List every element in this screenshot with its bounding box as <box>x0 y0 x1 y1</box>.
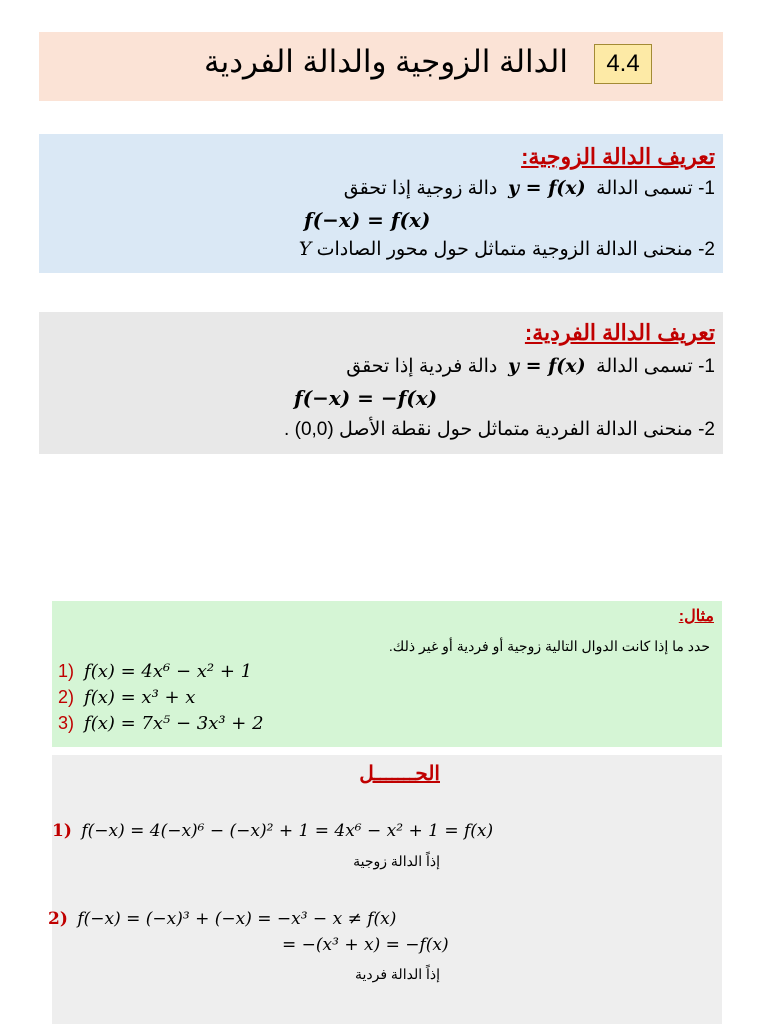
even-line2-text: 2- منحنى الدالة الزوجية متماثل حول محور الصادات <box>316 239 715 260</box>
example-item-expression: f(x) = 4x⁶ − x² + 1 <box>84 661 253 682</box>
even-line1-suffix: دالة زوجية إذا تحقق <box>343 178 498 199</box>
odd-line1-suffix: دالة فردية إذا تحقق <box>346 356 498 377</box>
page-title: الدالة الزوجية والدالة الفردية <box>204 44 568 79</box>
odd-line1-formula: y = f(x) <box>507 355 586 377</box>
solution-step-equation: f(−x) = 4(−x)⁶ − (−x)² + 1 = 4x⁶ − x² + 1 = f(x) <box>81 821 494 841</box>
solution-step-equation: f(−x) = (−x)³ + (−x) = −x³ − x ≠ f(x) <box>77 909 397 929</box>
example-item <box>58 687 195 708</box>
example-item-number: 3) <box>58 713 75 733</box>
even-line1-formula: y = f(x) <box>507 177 586 199</box>
odd-definition-panel <box>39 312 723 454</box>
example-item <box>58 661 252 682</box>
solution-step-2-conclusion: إذاً الدالة فردية <box>354 966 440 982</box>
even-line2-axis: Y <box>298 238 312 260</box>
example-item-expression: f(x) = x³ + x <box>84 687 196 708</box>
odd-heading: تعريف الدالة الفردية: <box>524 320 715 345</box>
solution-step-2 <box>48 909 396 929</box>
even-line1-prefix: 1- تسمى الدالة <box>596 178 715 199</box>
even-definition-panel <box>39 134 723 273</box>
section-number: 4.4 <box>594 44 652 84</box>
example-heading: مثال: <box>678 608 714 625</box>
odd-line1-prefix: 1- تسمى الدالة <box>596 356 715 377</box>
odd-condition: f(−x) = −f(x) <box>294 386 438 410</box>
solution-step-number: 2) <box>48 909 68 929</box>
solution-heading: الحـــــــل <box>359 763 440 785</box>
example-item-number: 1) <box>58 661 75 681</box>
odd-line2: 2- منحنى الدالة الفردية متماثل حول نقطة الأصل (0,0) . <box>284 419 715 440</box>
example-item-expression: f(x) = 7x⁵ − 3x³ + 2 <box>84 713 264 734</box>
even-line2 <box>299 238 715 261</box>
example-item <box>58 713 264 734</box>
solution-step-1-conclusion: إذاً الدالة زوجية <box>353 853 440 869</box>
solution-step-2-continuation: = −(x³ + x) = −f(x) <box>282 935 449 955</box>
example-item-number: 2) <box>58 687 75 707</box>
solution-step-number: 1) <box>52 821 72 841</box>
title-banner <box>39 32 723 101</box>
even-line1 <box>344 177 715 200</box>
example-panel <box>52 601 722 747</box>
example-prompt: حدد ما إذا كانت الدوال التالية زوجية أو فردية أو غير ذلك. <box>388 638 710 654</box>
even-condition: f(−x) = f(x) <box>304 208 431 232</box>
solution-panel <box>48 755 722 1024</box>
even-heading: تعريف الدالة الزوجية: <box>521 144 715 169</box>
solution-step-1 <box>52 821 493 841</box>
odd-line1 <box>346 355 715 378</box>
